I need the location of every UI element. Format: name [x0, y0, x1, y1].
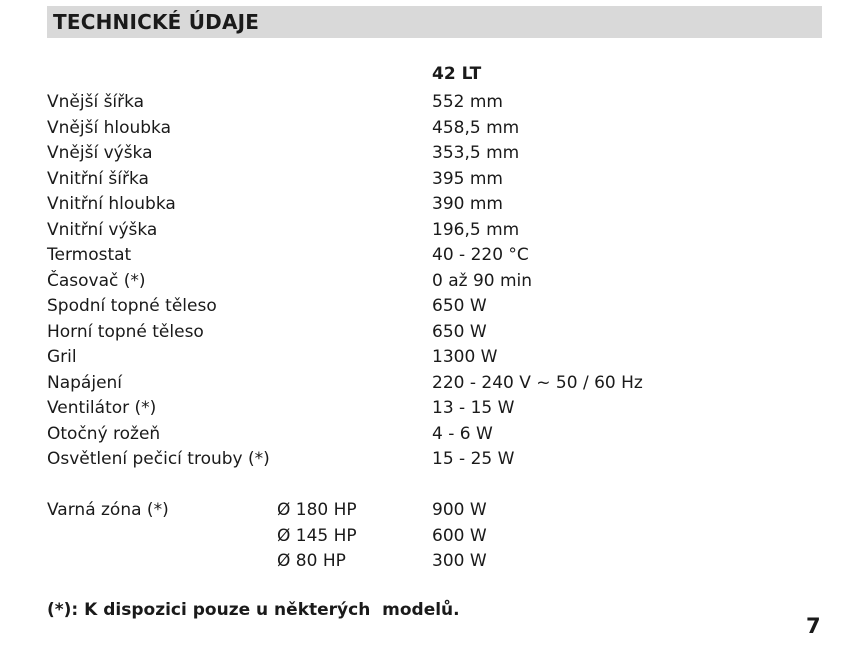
spec-label: Napájení [47, 372, 123, 393]
spec-value: 1300 W [432, 347, 498, 367]
hob-zone-power: 900 W [432, 500, 487, 520]
spec-row-outer-width [47, 90, 747, 115]
spec-row-rotisserie [47, 422, 747, 447]
spec-value: 40 - 220 °C [432, 245, 529, 265]
spec-label: Ventilátor (*) [47, 398, 157, 418]
spec-row-fan [47, 396, 747, 421]
spec-row-inner-depth [47, 192, 747, 217]
section-header [47, 6, 822, 38]
spec-label: Termostat [47, 245, 132, 265]
hob-zone-power: 600 W [432, 525, 487, 546]
spec-value: 15 - 25 W [432, 449, 515, 469]
spec-label: Gril [47, 347, 77, 367]
spec-label: Spodní topné těleso [47, 296, 217, 316]
spec-label: Vnější výška [47, 143, 153, 163]
spec-value: 650 W [432, 321, 487, 342]
spec-row-outer-height [47, 141, 747, 166]
hob-zone-power: 300 W [432, 551, 487, 571]
hob-row [47, 498, 747, 523]
spec-label: Vnější hloubka [47, 117, 171, 138]
spec-label: Vnitřní hloubka [47, 194, 176, 214]
spec-label: Vnitřní výška [47, 219, 158, 240]
spec-value: 0 až 90 min [432, 270, 533, 291]
spec-row-inner-width [47, 167, 747, 192]
spec-row-inner-height [47, 218, 747, 243]
spec-label: Osvětlení pečicí trouby (*) [47, 449, 270, 469]
hob-row [47, 549, 747, 574]
model-column-header: 42 LT [432, 64, 482, 84]
page-number: 7 [806, 614, 821, 638]
hob-zone-size: Ø 180 HP [277, 500, 357, 520]
spec-row-top-heater [47, 320, 747, 345]
spec-label: Vnitřní šířka [47, 168, 149, 189]
hob-zone-size: Ø 145 HP [277, 525, 357, 546]
spec-row-power-supply [47, 371, 747, 396]
spec-label: Časovač (*) [47, 270, 146, 291]
spec-value: 4 - 6 W [432, 423, 493, 444]
footnote: (*): K dispozici pouze u některých modelů. [47, 600, 460, 620]
spec-row-grill [47, 345, 747, 370]
spec-value: 458,5 mm [432, 117, 520, 138]
spec-value: 390 mm [432, 194, 503, 214]
spec-row-timer [47, 269, 747, 294]
spec-value: 395 mm [432, 168, 503, 189]
spec-value: 353,5 mm [432, 143, 520, 163]
page-title: TECHNICKÉ ÚDAJE [53, 10, 260, 34]
spec-row-thermostat [47, 243, 747, 268]
spec-value: 196,5 mm [432, 219, 520, 240]
spec-row-oven-light [47, 447, 747, 472]
spec-value: 650 W [432, 296, 487, 316]
spec-row-bottom-heater [47, 294, 747, 319]
spec-row-outer-depth [47, 116, 747, 141]
hob-zone-size: Ø 80 HP [277, 551, 346, 571]
spec-value: 13 - 15 W [432, 398, 515, 418]
hob-label: Varná zóna (*) [47, 500, 169, 520]
spec-label: Otočný rožeň [47, 423, 161, 444]
spec-label: Horní topné těleso [47, 321, 204, 342]
spec-label: Vnější šířka [47, 92, 145, 112]
spec-value: 220 - 240 V ~ 50 / 60 Hz [432, 372, 643, 393]
spec-value: 552 mm [432, 92, 503, 112]
hob-row [47, 524, 747, 549]
